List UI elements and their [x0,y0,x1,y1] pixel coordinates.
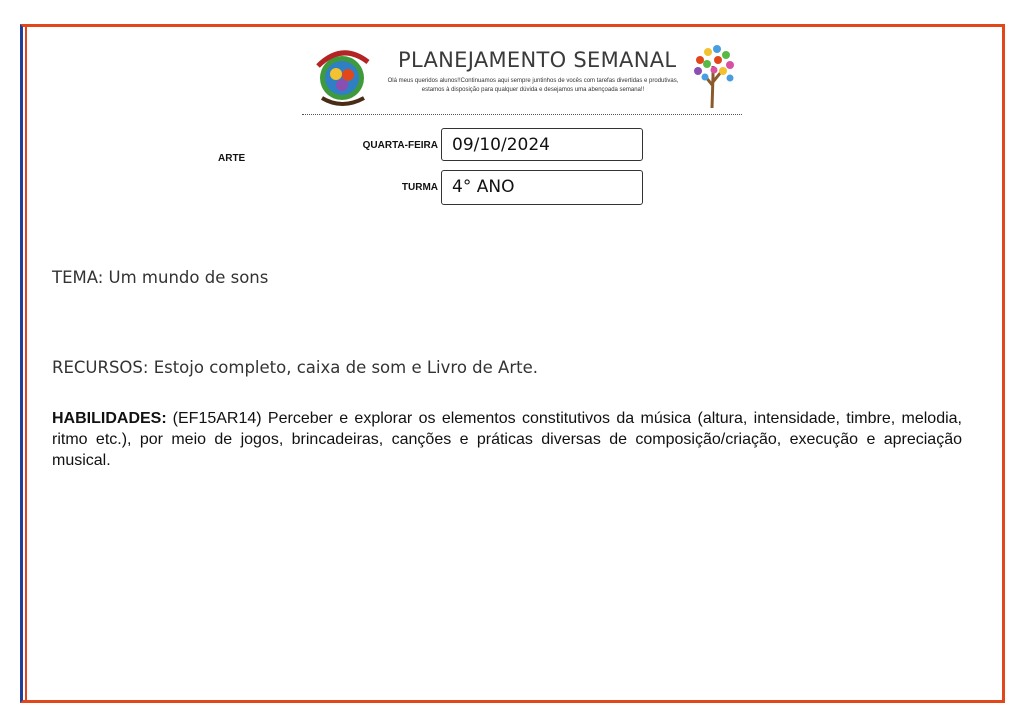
school-logo-icon [306,40,376,114]
date-label: QUARTA-FEIRA [362,140,438,151]
date-field[interactable]: 09/10/2024 [441,128,643,161]
header [302,40,742,115]
page-title: PLANEJAMENTO SEMANAL [398,48,677,72]
skills-paragraph [52,408,962,471]
skills-text: (EF15AR14) Perceber e explorar os elementos constitutivos da música (altura, intensidade, timbre, melodia, ritmo etc.), por meio de jogos, brincadeiras, canções e práticas diversas de composição/criação, execução e apreciação musical. [52,410,962,469]
class-field[interactable]: 4° ANO [441,170,643,205]
frame-accent-line [25,27,27,700]
tree-icon [690,42,736,110]
resources-text: RECURSOS: Estojo completo, caixa de som e Livro de Arte. [52,358,538,377]
topic-text: TEMA: Um mundo de sons [52,268,269,287]
header-greeting: Olá meus queridos alunos!!Continuamos aqui sempre juntinhos de vocês com tarefas divertidas e produtivas, estamos à disposição para qualquer dúvida e desejamos uma abençoada semana!! [387,78,679,93]
subject-label: ARTE [218,153,246,164]
class-label: TURMA [401,182,438,193]
skills-label: HABILIDADES: [52,410,167,427]
